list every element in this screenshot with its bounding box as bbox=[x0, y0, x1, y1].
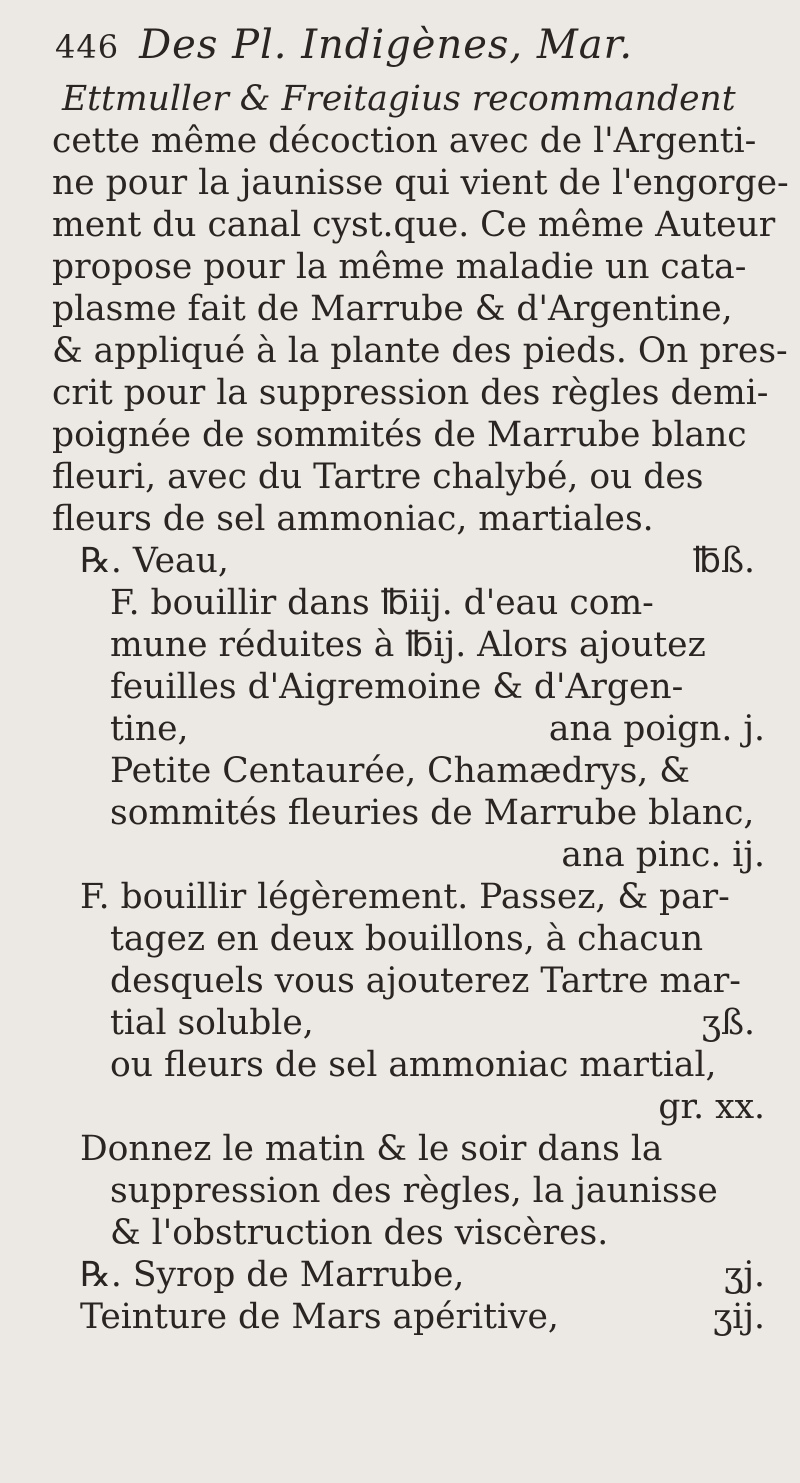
text-line: crit pour la suppression des règles demi- bbox=[52, 373, 769, 413]
text-line: gr. xx. bbox=[658, 1087, 765, 1127]
text-line: tine, ana poign. j. bbox=[110, 709, 765, 749]
text-line: ment du canal cyst.que. Ce même Auteur bbox=[52, 205, 776, 245]
text-line: ℞. Veau, ℔ß. bbox=[80, 541, 755, 581]
text-line: ne pour la jaunisse qui vient de l'engorge- bbox=[52, 163, 789, 203]
text-line: F. bouillir dans ℔iij. d'eau com- bbox=[110, 583, 654, 623]
text-line: tagez en deux bouillons, à chacun bbox=[110, 919, 704, 959]
text-line: fleurs de sel ammoniac, martiales. bbox=[52, 499, 654, 539]
text-line: ou fleurs de sel ammoniac martial, bbox=[110, 1045, 717, 1085]
text-line: plasme fait de Marrube & d'Argentine, bbox=[52, 289, 733, 329]
text-line: propose pour la même maladie un cata- bbox=[52, 247, 747, 287]
text-line: poignée de sommités de Marrube blanc bbox=[52, 415, 747, 455]
page-header bbox=[55, 22, 633, 68]
text-line: sommités fleuries de Marrube blanc, bbox=[110, 793, 755, 833]
text-line: feuilles d'Aigremoine & d'Argen- bbox=[110, 667, 684, 707]
text-line: cette même décoction avec de l'Argenti- bbox=[52, 121, 757, 161]
text-line: Ettmuller & Freitagius recommandent bbox=[62, 79, 736, 119]
text-line: Petite Centaurée, Chamædrys, & bbox=[110, 751, 690, 791]
text-line: F. bouillir légèrement. Passez, & par- bbox=[80, 877, 730, 917]
text-line: mune réduites à ℔ij. Alors ajoutez bbox=[110, 625, 706, 665]
running-title: Des Pl. Indigènes, Mar. bbox=[139, 22, 634, 68]
text-line: desquels vous ajouterez Tartre mar- bbox=[110, 961, 741, 1001]
text-line: Teinture de Mars apéritive, ʒij. bbox=[80, 1297, 765, 1337]
page-number: 446 bbox=[55, 28, 120, 66]
text-line: fleuri, avec du Tartre chalybé, ou des bbox=[52, 457, 704, 497]
text-line: & appliqué à la plante des pieds. On pres- bbox=[52, 331, 788, 371]
text-line: & l'obstruction des viscères. bbox=[110, 1213, 609, 1253]
text-line: ana pinc. ij. bbox=[561, 835, 765, 875]
text-line: Donnez le matin & le soir dans la bbox=[80, 1129, 663, 1169]
text-line: ℞. Syrop de Marrube, ʒj. bbox=[80, 1255, 765, 1295]
text-line: suppression des règles, la jaunisse bbox=[110, 1171, 718, 1211]
text-line: tial soluble, ʒß. bbox=[110, 1003, 755, 1043]
